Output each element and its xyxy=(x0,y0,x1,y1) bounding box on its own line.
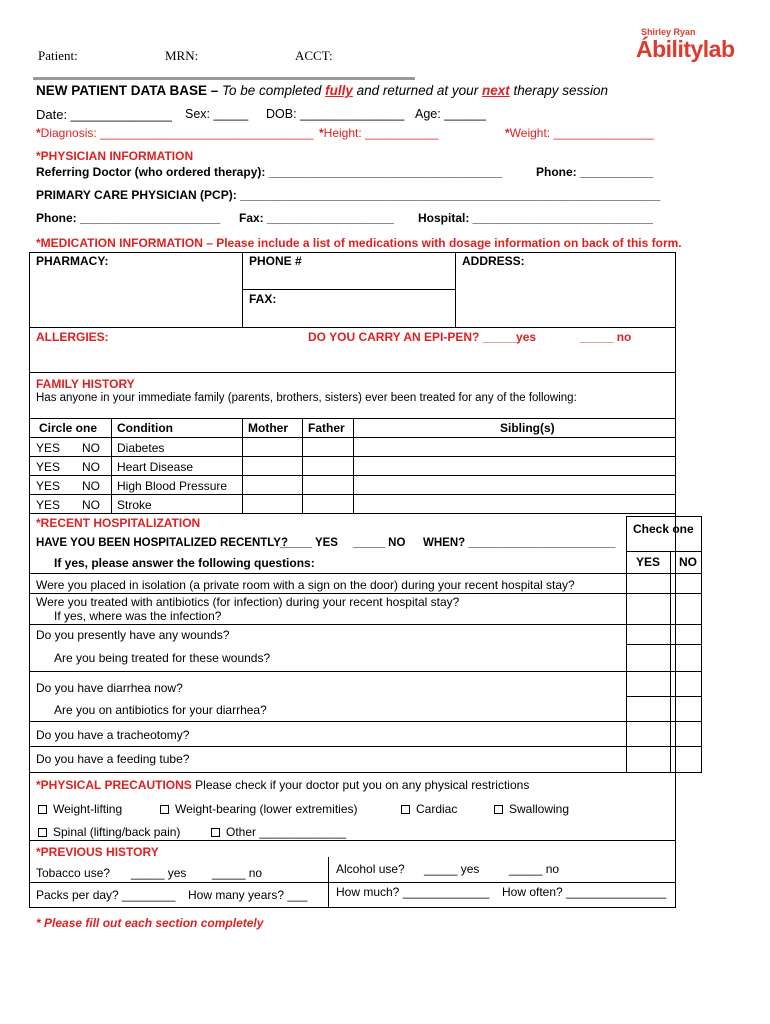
precaution-weight-bearing[interactable]: Weight-bearing (lower extremities) xyxy=(160,802,358,816)
footer-note: * Please fill out each section completely xyxy=(36,916,264,930)
allergies-label: ALLERGIES: xyxy=(36,330,109,344)
question-wound-treatment: Are you being treated for these wounds? xyxy=(54,651,271,665)
question-tracheotomy: Do you have a tracheotomy? xyxy=(36,728,190,742)
checkbox-icon[interactable] xyxy=(38,805,47,814)
no-option[interactable]: NO xyxy=(82,479,100,493)
dob-field[interactable]: DOB: _______________ xyxy=(266,107,405,121)
checkbox-icon[interactable] xyxy=(494,805,503,814)
epipen-no-field[interactable]: _____ no xyxy=(580,330,632,344)
checkbox-icon[interactable] xyxy=(38,828,47,837)
if-yes-instruction: If yes, please answer the following questions: xyxy=(54,556,315,570)
hospitalized-question: HAVE YOU BEEN HOSPITALIZED RECENTLY? xyxy=(36,537,288,549)
how-much-field[interactable]: How much? _____________ xyxy=(336,885,490,899)
condition-label: Heart Disease xyxy=(117,460,194,474)
checkbox-icon[interactable] xyxy=(401,805,410,814)
hospital-field[interactable]: Hospital: ___________________________ xyxy=(418,211,653,225)
packs-per-day-field[interactable]: Packs per day? ________ xyxy=(36,888,176,902)
hospitalized-no[interactable]: _____ NO xyxy=(353,537,406,549)
brand-logo: Ábilitylab xyxy=(636,36,735,62)
fax-label: FAX: xyxy=(249,292,277,306)
tobacco-yes[interactable]: _____ yes xyxy=(131,866,187,880)
address-label: ADDRESS: xyxy=(462,254,525,268)
precaution-weight-lifting[interactable]: Weight-lifting xyxy=(38,802,122,816)
family-history-heading: FAMILY HISTORY xyxy=(36,377,135,391)
brand-subtitle: Shirley Ryan xyxy=(641,27,696,37)
weight-field[interactable]: *Weight: _______________ xyxy=(505,126,654,140)
how-often-field[interactable]: How often? _______________ xyxy=(502,885,667,899)
question-antibiotics: Were you treated with antibiotics (for infection) during your recent hospital stay? xyxy=(36,595,460,609)
col-mother: Mother xyxy=(248,421,288,435)
family-history-question: Has anyone in your immediate family (parents, brothers, sisters) ever been treated for any of the following: xyxy=(36,392,577,404)
precaution-swallowing[interactable]: Swallowing xyxy=(494,802,569,816)
question-diarrhea-antibiotics: Are you on antibiotics for your diarrhea? xyxy=(54,703,267,717)
acct-label: ACCT: xyxy=(295,48,333,63)
precautions-heading: *PHYSICAL PRECAUTIONS Please check if your doctor put you on any physical restrictions xyxy=(36,778,530,792)
checkbox-icon[interactable] xyxy=(211,828,220,837)
physician-heading: *PHYSICIAN INFORMATION xyxy=(36,149,194,163)
hospitalization-heading: *RECENT HOSPITALIZATION xyxy=(36,516,201,530)
date-field[interactable]: Date: ______________ xyxy=(36,107,172,122)
alcohol-no[interactable]: _____ no xyxy=(509,862,560,876)
diagnosis-field[interactable]: *Diagnosis: ________________________________ xyxy=(36,126,314,140)
phone-label: PHONE # xyxy=(249,254,302,268)
pharmacy-label: PHARMACY: xyxy=(36,254,109,268)
age-field[interactable]: Age: ______ xyxy=(415,107,486,121)
condition-label: Diabetes xyxy=(117,441,165,455)
epipen-yes-field[interactable]: DO YOU CARRY AN EPI-PEN? _____yes xyxy=(308,330,537,344)
yes-option[interactable]: YES xyxy=(36,460,61,474)
precaution-spinal[interactable]: Spinal (lifting/back pain) xyxy=(38,825,180,839)
question-diarrhea: Do you have diarrhea now? xyxy=(36,681,183,695)
precaution-other[interactable]: Other _____________ xyxy=(211,825,346,839)
sex-field[interactable]: Sex: _____ xyxy=(185,107,249,121)
pcp-phone-field[interactable]: Phone: _____________________ xyxy=(36,211,221,225)
col-no: NO xyxy=(679,555,697,569)
pcp-fax-field[interactable]: Fax: ___________________ xyxy=(239,211,394,225)
yes-option[interactable]: YES xyxy=(36,441,61,455)
previous-history-heading: *PREVIOUS HISTORY xyxy=(36,845,159,859)
pcp-field[interactable]: PRIMARY CARE PHYSICIAN (PCP): _______________________________________________________________ xyxy=(36,188,661,202)
tobacco-label: Tobacco use? xyxy=(36,866,111,880)
hospitalized-yes[interactable]: _____ YES xyxy=(280,537,338,549)
header-divider xyxy=(33,77,415,80)
alcohol-label: Alcohol use? xyxy=(336,862,405,876)
height-field[interactable]: *Height: ___________ xyxy=(319,126,439,140)
question-infection-site: If yes, where was the infection? xyxy=(54,609,222,623)
question-feeding-tube: Do you have a feeding tube? xyxy=(36,752,190,766)
referring-doctor-field[interactable]: Referring Doctor (who ordered therapy): ___________________________________ xyxy=(36,165,503,179)
col-condition: Condition xyxy=(117,421,173,435)
col-siblings: Sibling(s) xyxy=(500,421,555,435)
patient-label: Patient: xyxy=(38,48,78,63)
col-circle-one: Circle one xyxy=(39,421,98,435)
condition-label: Stroke xyxy=(117,498,152,512)
form-title: NEW PATIENT DATA BASE – To be completed fully and returned at your next therapy session xyxy=(36,83,609,98)
tobacco-no[interactable]: _____ no xyxy=(212,866,263,880)
medication-heading: *MEDICATION INFORMATION – Please include a list of medications with dosage information on back of this form. xyxy=(36,236,682,250)
question-wounds: Do you presently have any wounds? xyxy=(36,628,230,642)
alcohol-yes[interactable]: _____ yes xyxy=(424,862,480,876)
yes-option[interactable]: YES xyxy=(36,479,61,493)
years-field[interactable]: How many years? ___ xyxy=(188,888,308,902)
col-yes: YES xyxy=(636,555,661,569)
question-isolation: Were you placed in isolation (a private room with a sign on the door) during your recent hospital stay? xyxy=(36,578,575,592)
referring-phone-field[interactable]: Phone: ___________ xyxy=(536,165,654,179)
yes-option[interactable]: YES xyxy=(36,498,61,512)
checkbox-icon[interactable] xyxy=(160,805,169,814)
condition-label: High Blood Pressure xyxy=(117,479,228,493)
no-option[interactable]: NO xyxy=(82,441,100,455)
no-option[interactable]: NO xyxy=(82,498,100,512)
col-father: Father xyxy=(308,421,345,435)
precaution-cardiac[interactable]: Cardiac xyxy=(401,802,457,816)
check-one-label: Check one xyxy=(633,522,694,536)
no-option[interactable]: NO xyxy=(82,460,100,474)
mrn-label: MRN: xyxy=(165,48,199,63)
hospitalized-when[interactable]: WHEN? _______________________ xyxy=(423,537,616,549)
